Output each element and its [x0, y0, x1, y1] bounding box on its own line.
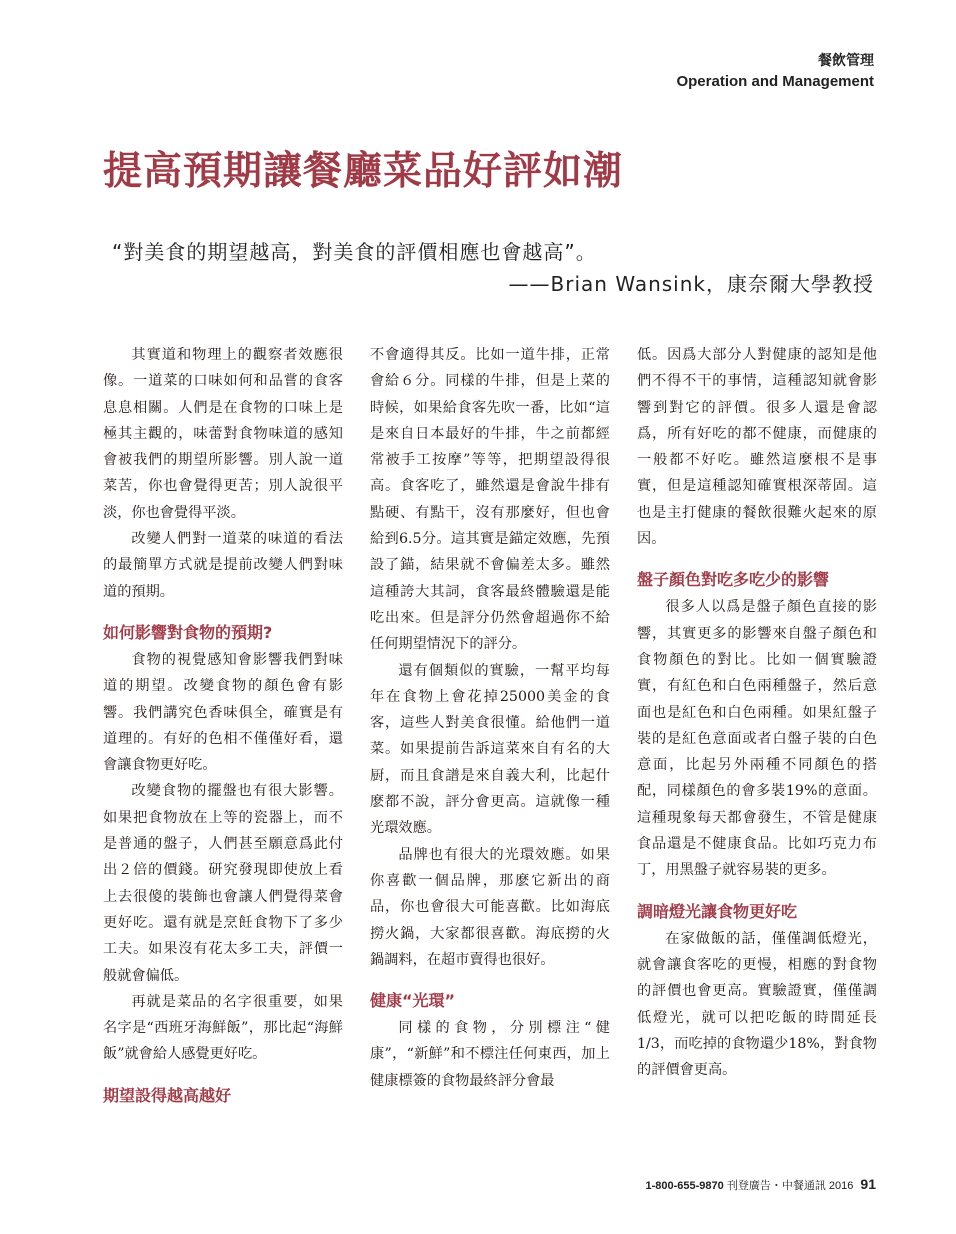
- paragraph: 品牌也有很大的光環效應。如果你喜歡一個品牌，那麽它新出的商品，你也會很大可能喜歡。比如海底撈火鍋，大家都很喜歡。海底撈的火鍋調料，在超市賣得也很好。: [370, 846, 610, 968]
- paragraph: 還有個類似的實驗，一幫平均每年在食物上會花掉25000美金的食客，這些人對美食很懂。給他們一道菜。如果提前告訴這菜來自有名的大厨，而且食譜是來自義大利，比起什麽都不說，評分會更高。這就像一種光環效應。: [370, 662, 610, 837]
- article-column-2: [370, 342, 610, 1094]
- article-column-1: [103, 342, 343, 1110]
- footer-publication: 刊登廣告・中餐通訊 2016: [726, 1180, 854, 1192]
- article-title: 提高預期讓餐廳菜品好評如潮: [103, 148, 624, 194]
- paragraph: 很多人以爲是盤子顏色直接的影響，其實更多的影響來自盤子顏色和食物顏色的對比。比如一個實驗證實，有紅色和白色兩種盤子，然后意面也是紅色和白色兩種。如果紅盤子裝的是紅色意面或者白盤子裝的白色意面，比起另外兩種不同顏色的搭配，同樣顏色的會多裝19%的意面。這種現象每天都會發生，不管是健康食品還是不健康食品。比如巧克力布丁，用黑盤子就容易裝的更多。: [637, 599, 877, 879]
- section-heading: 健康“光環”: [370, 991, 456, 1011]
- paragraph: 在家做飯的話，僅僅調低燈光，就會讓食客吃的更慢，相應的對食物的評價也會更高。實驗證實，僅僅調低燈光，就可以把吃飯的時間延長1/3，而吃掉的食物還少18%，對食物的評價會更高。: [637, 930, 877, 1079]
- page-number: 91: [860, 1176, 876, 1192]
- quote-attribution: ——Brian Wansink，康奈爾大學教授: [508, 272, 874, 296]
- pull-quote: “對美食的期望越高，對美食的評價相應也會越高”。: [112, 240, 597, 264]
- section-heading: 期望設得越高越好: [103, 1085, 232, 1105]
- page-footer: [645, 1176, 876, 1193]
- paragraph: 低。因爲大部分人對健康的認知是他們不得不干的事情，這種認知就會影響到對它的評價。很多人還是會認爲，所有好吃的都不健康，而健康的一般都不好吃。雖然這麼根不是事實，但是這種認知確實根深蒂固。這也是主打健康的餐飲很難火起來的原因。: [637, 347, 877, 548]
- paragraph: 再就是菜品的名字很重要，如果名字是“西班牙海鮮飯”，那比起“海鮮飯”就會給人感覺更好吃。: [103, 993, 343, 1063]
- paragraph: 改變人們對一道菜的味道的看法的最簡單方式就是提前改變人們對味道的預期。: [103, 531, 343, 600]
- paragraph: 食物的視覺感知會影響我們對味道的期望。改變食物的顏色會有影響。我們講究色香味俱全，確實是有道理的。有好的色相不僅僅好看，還會讓食物更好吃。: [103, 651, 343, 774]
- paragraph: 改變食物的擺盤也有很大影響。如果把食物放在上等的瓷器上，而不是普通的盤子，人們甚至願意爲此付出２倍的價錢。研究發現即使放上看上去很傻的裝飾也會讓人們覺得菜會更好吃。還有就是烹飪食物下了多少工夫。如果沒有花太多工夫，評價一般就會偏低。: [103, 783, 343, 984]
- footer-phone: 1-800-655-9870: [645, 1180, 724, 1192]
- section-heading: 調暗燈光讓食物更好吃: [637, 901, 798, 921]
- section-label-chinese: 餐飲管理: [818, 53, 874, 69]
- section-heading: 盤子顏色對吃多吃少的影響: [637, 570, 830, 590]
- paragraph: 其實道和物理上的觀察者效應很像。一道菜的口味如何和品嘗的食客息息相關。人們是在食物的口味上是極其主觀的，味蕾對食物味道的感知會被我們的期望所影響。別人說一道菜苦，你也會覺得更苦；別人說很平淡，你也會覺得平淡。: [103, 347, 343, 521]
- section-heading: 如何影響對食物的預期?: [103, 622, 273, 642]
- section-label-english: Operation and Management: [676, 73, 874, 90]
- paragraph: 不會適得其反。比如一道牛排，正常會給６分。同樣的牛排，但是上菜的時候，如果給食客先吹一番，比如“這是來自日本最好的牛排，牛之前都經常被手工按摩”等等，把期望設得很高。食客吃了，雖然還是會說牛排有點硬、有點干，沒有那麼好，但也會給到6.5分。這其實是錨定效應，先預設了錨，結果就不會偏差太多。雖然這種誇大其詞，食客最終體驗還是能吃出來。但是評分仍然會超過你不給任何期望情況下的評分。: [370, 347, 610, 653]
- article-column-3: [637, 342, 877, 1083]
- paragraph: 同樣的食物，分別標注“健康”，“新鮮”和不標注任何東西，加上健康標簽的食物最終評分會最: [370, 1020, 610, 1089]
